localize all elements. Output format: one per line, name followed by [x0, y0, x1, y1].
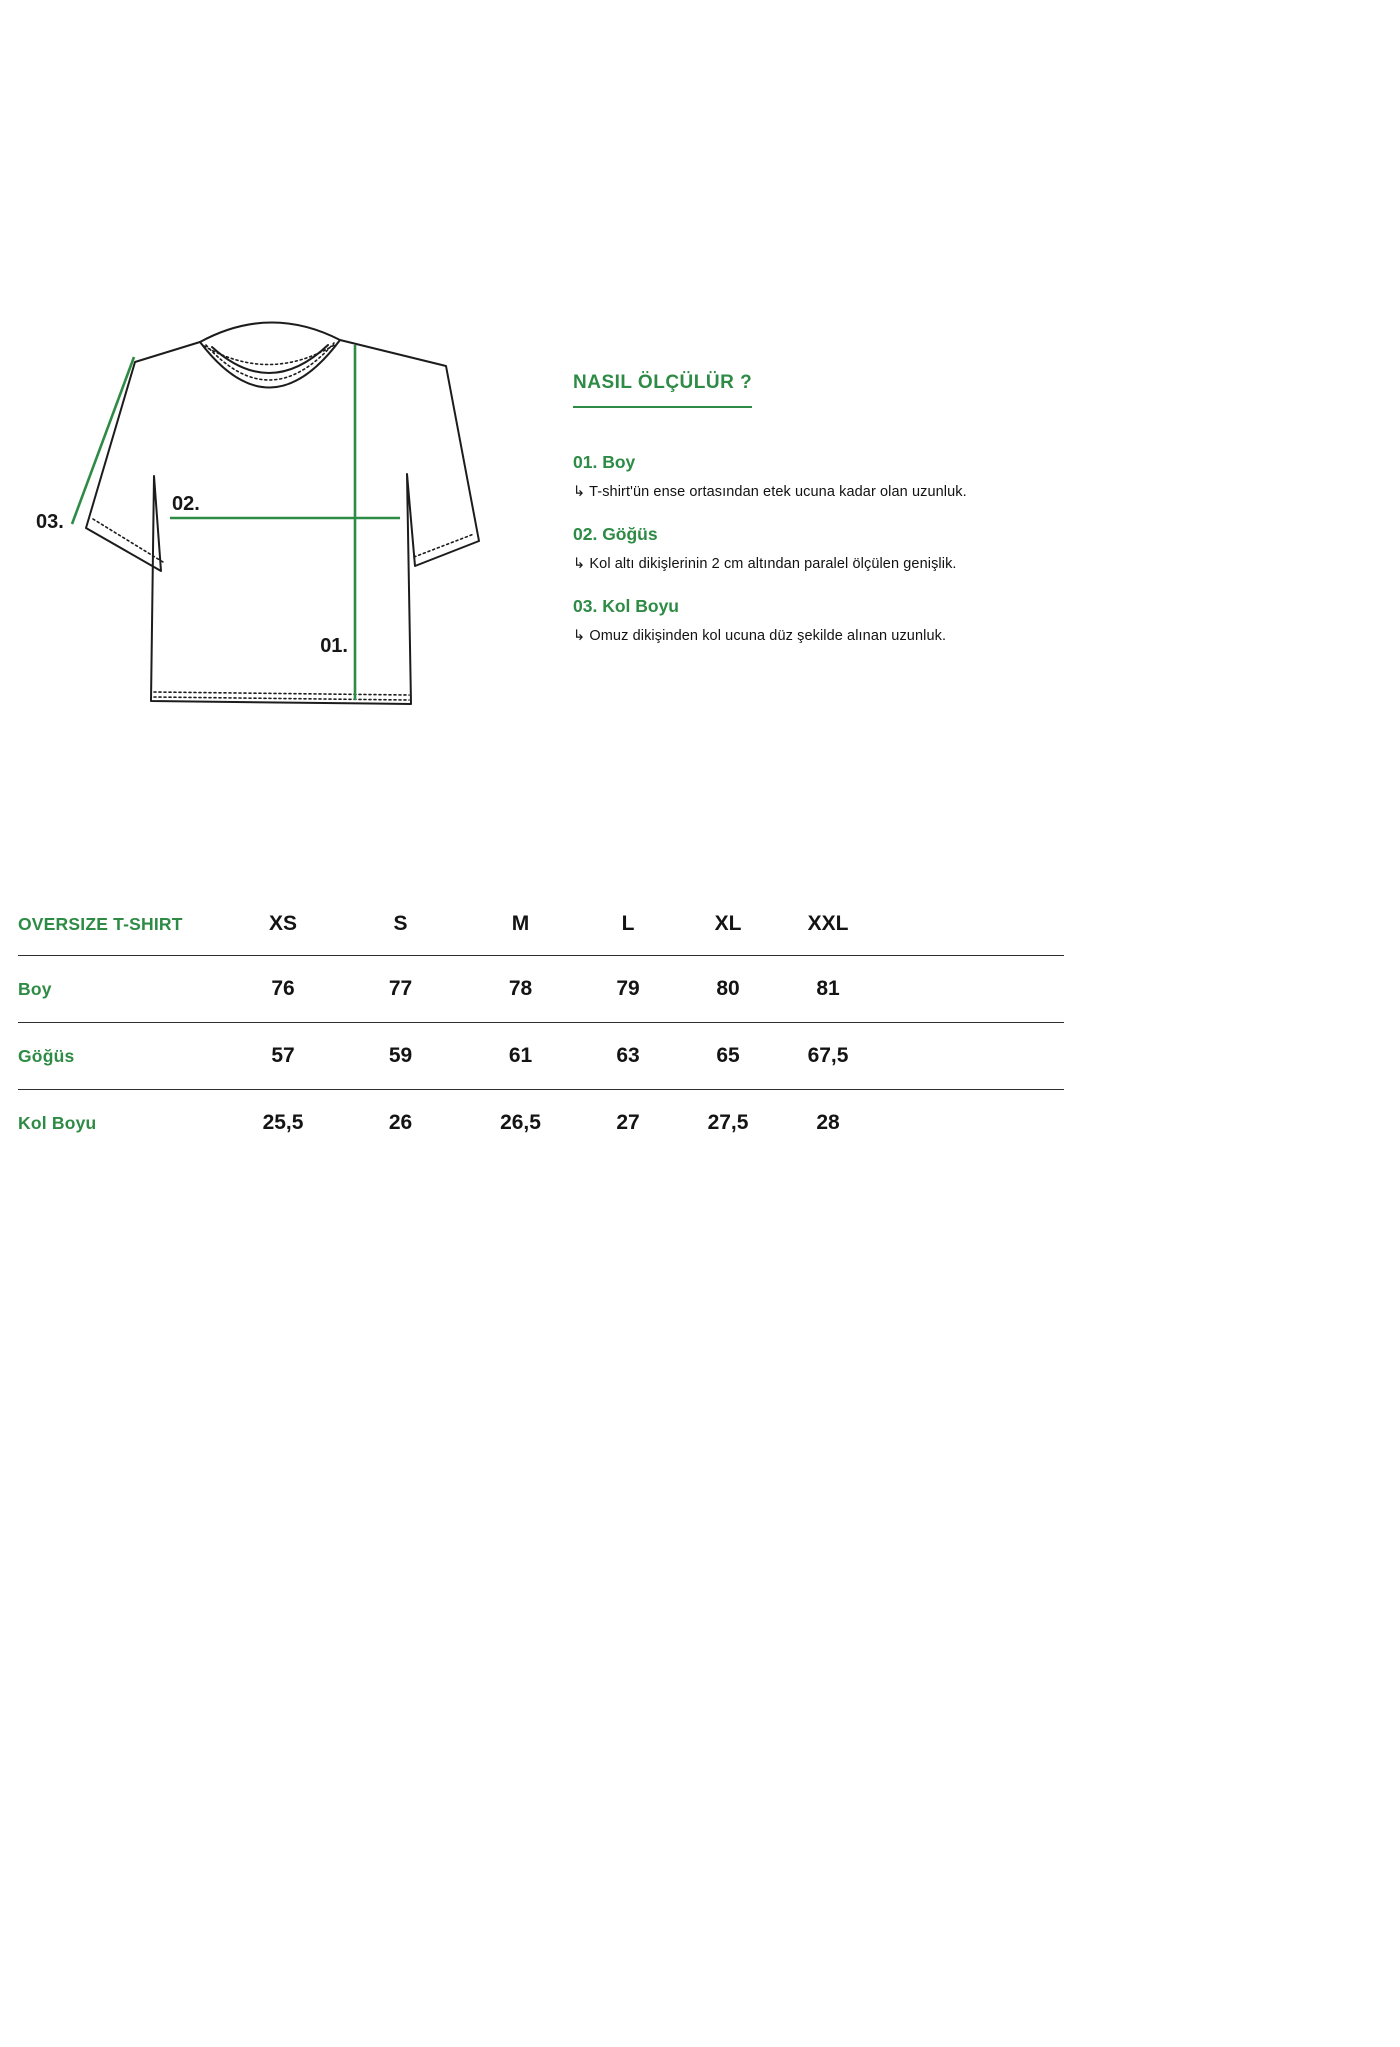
measure-line-sleeve	[72, 357, 134, 524]
value-gogus-s: 59	[388, 1044, 413, 1067]
value-gogus-l: 63	[616, 1044, 640, 1067]
size-header-xxl: XXL	[807, 912, 849, 935]
measure-item-label: 03. Kol Boyu	[573, 596, 679, 616]
value-boy-s: 77	[388, 977, 413, 1000]
how-to-measure-section	[573, 372, 1053, 668]
table-row-gogus	[18, 1023, 1064, 1089]
size-header-s: S	[393, 912, 408, 935]
value-kol-xl: 27,5	[707, 1111, 749, 1134]
hem-stitch-2	[154, 697, 409, 700]
hem-stitch-1	[154, 692, 409, 695]
value-kol-xxl: 28	[816, 1111, 840, 1134]
how-to-measure-title: NASIL ÖLÇÜLÜR ?	[573, 372, 752, 408]
value-kol-xs: 25,5	[262, 1111, 304, 1134]
size-header-m: M	[511, 912, 530, 935]
value-boy-xs: 76	[271, 977, 295, 1000]
measure-item-kol-boyu	[573, 596, 1053, 644]
diagram-label-02: 02.	[172, 493, 200, 515]
value-boy-m: 78	[508, 977, 533, 1000]
diagram-label-01: 01.	[320, 635, 348, 657]
size-table-title: OVERSIZE T-SHIRT	[18, 913, 183, 934]
row-label: Göğüs	[18, 1045, 75, 1066]
size-table-header-row	[18, 893, 1064, 955]
tshirt-outline	[86, 340, 479, 704]
value-boy-xxl: 81	[816, 977, 840, 1000]
size-header-xs: XS	[268, 912, 297, 935]
measure-item-desc: ↳ T-shirt'ün ense ortasından etek ucuna kadar olan uzunluk.	[573, 484, 967, 500]
collar-top-arc	[200, 322, 340, 342]
value-kol-l: 27	[616, 1111, 640, 1134]
row-label: Kol Boyu	[18, 1112, 97, 1133]
table-row-kol-boyu	[18, 1090, 1064, 1156]
measure-item-gogus	[573, 524, 1053, 572]
value-kol-s: 26	[388, 1111, 413, 1134]
measure-item-boy	[573, 452, 1053, 500]
value-kol-m: 26,5	[500, 1111, 541, 1134]
diagram-label-03: 03.	[36, 511, 64, 533]
value-boy-l: 79	[616, 977, 640, 1000]
size-header-xl: XL	[714, 912, 742, 935]
tshirt-diagram	[30, 300, 590, 780]
value-boy-xl: 80	[716, 977, 740, 1000]
measure-item-label: 01. Boy	[573, 452, 636, 472]
measure-item-desc: ↳ Kol altı dikişlerinin 2 cm altından paralel ölçülen genişlik.	[573, 556, 957, 572]
table-row-boy	[18, 956, 1064, 1022]
tshirt-drawing	[30, 300, 590, 780]
size-table	[18, 893, 1064, 1156]
collar-inner-arc	[212, 345, 328, 373]
value-gogus-m: 61	[508, 1044, 533, 1067]
size-header-l: L	[621, 912, 635, 935]
collar-rib-texture	[206, 343, 334, 380]
value-gogus-xs: 57	[271, 1044, 295, 1067]
row-label: Boy	[18, 978, 52, 999]
measure-item-label: 02. Göğüs	[573, 524, 658, 544]
measure-item-desc: ↳ Omuz dikişinden kol ucuna düz şekilde alınan uzunluk.	[573, 628, 947, 644]
value-gogus-xxl: 67,5	[807, 1044, 849, 1067]
value-gogus-xl: 65	[716, 1044, 740, 1067]
